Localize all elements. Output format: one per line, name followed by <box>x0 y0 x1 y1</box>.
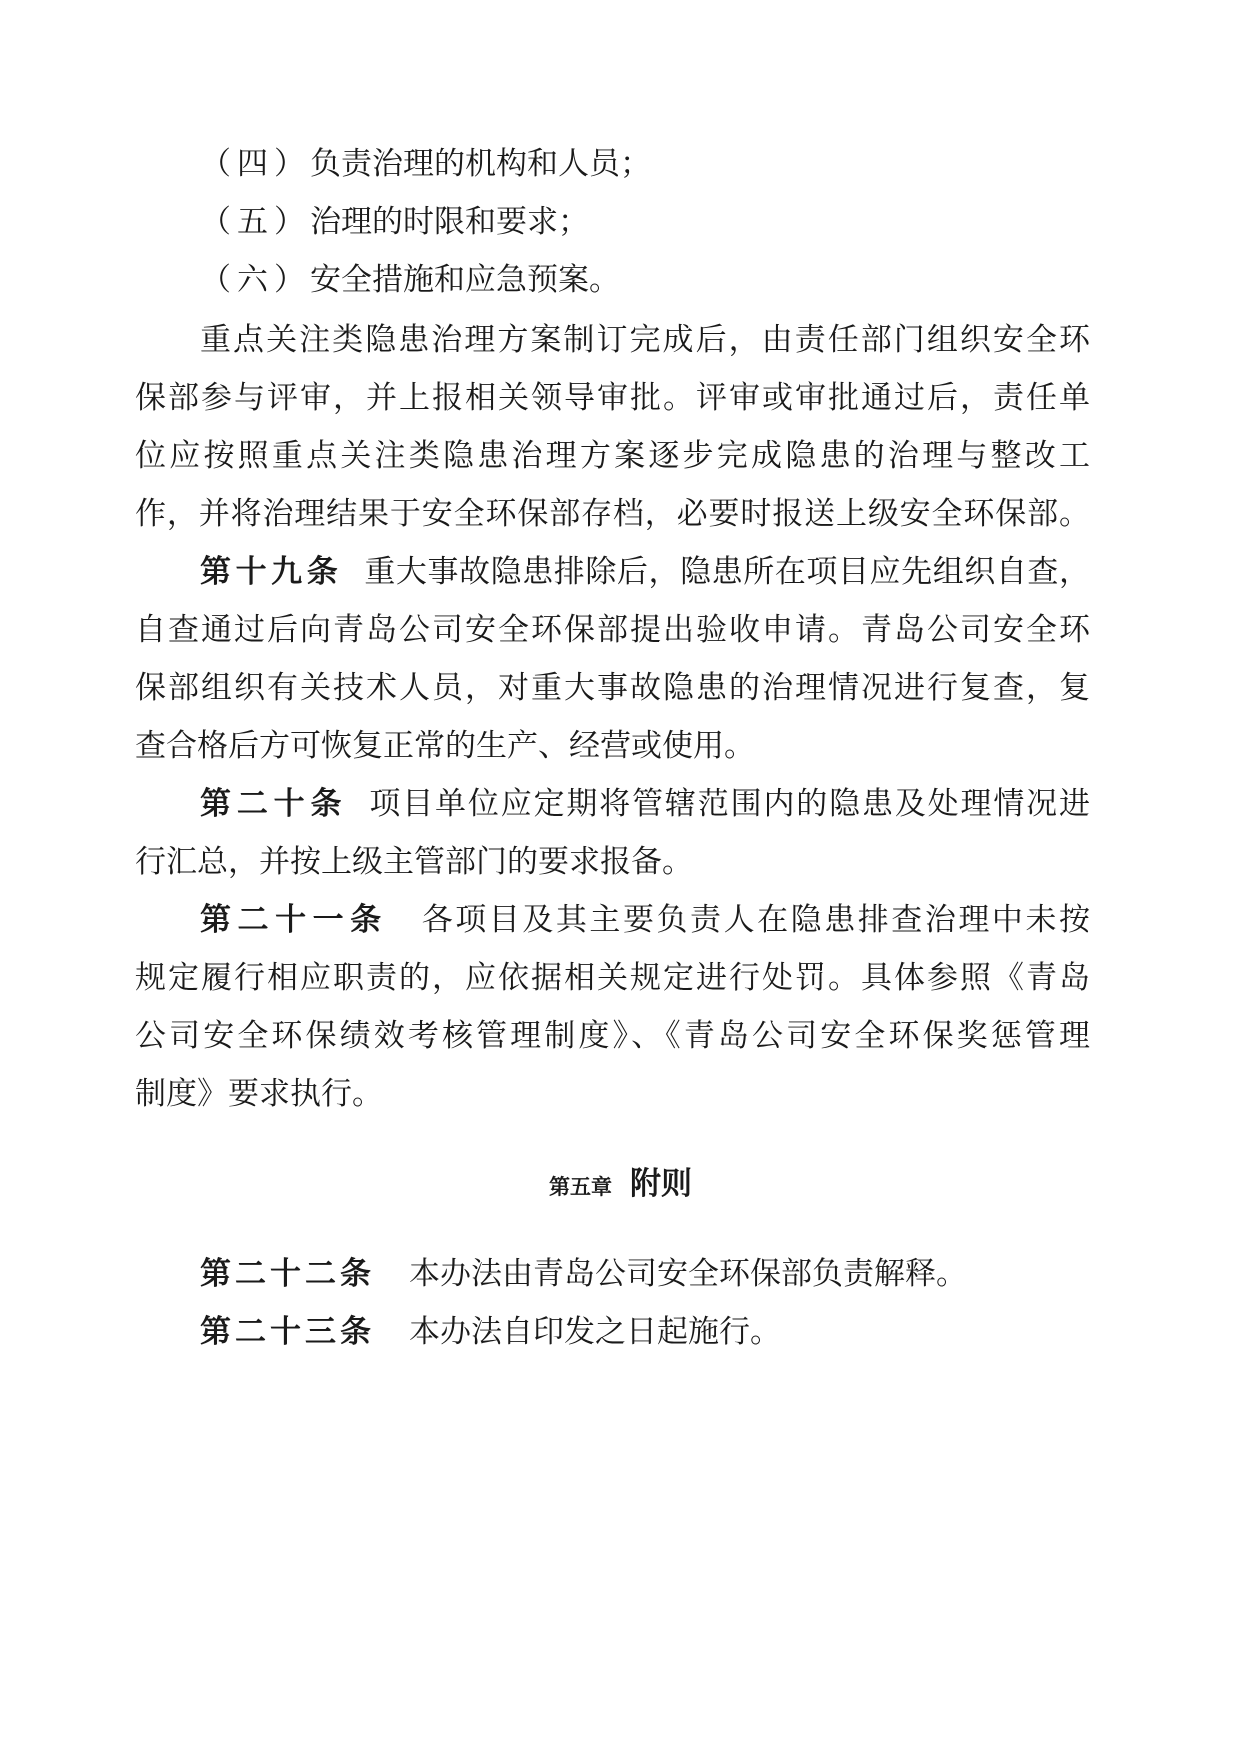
list-marker: （五） <box>200 204 311 240</box>
article-23-text: 本办法自印发之日起施行。 <box>409 1314 781 1350</box>
article-19-line: 自查通过后向青岛公司安全环保部提出验收申请。青岛公司安全环 <box>135 612 1090 648</box>
article-20-heading: 第二十条 <box>200 786 348 822</box>
review-paragraph-line-4: 作，并将治理结果于安全环保部存档，必要时报送上级安全环保部。 <box>135 496 1090 532</box>
review-paragraph-line-2: 保部参与评审，并上报相关领导审批。评审或审批通过后，责任单 <box>135 380 1090 416</box>
article-21-line: 公司安全环保绩效考核管理制度》、《青岛公司安全环保奖惩管理 <box>135 1018 1090 1054</box>
list-marker: （六） <box>200 262 311 298</box>
article-19-text: 重大事故隐患排除后，隐患所在项目应先组织自查， <box>364 554 1091 590</box>
list-text: 治理的时限和要求； <box>310 204 589 240</box>
chapter-title: 附则 <box>630 1166 692 1202</box>
chapter-number: 第五章 <box>549 1175 612 1199</box>
review-paragraph-line-1: 重点关注类隐患治理方案制订完成后，由责任部门组织安全环 <box>200 322 1090 358</box>
list-marker: （四） <box>200 146 311 182</box>
article-23-line <box>200 1310 781 1354</box>
article-22-line <box>200 1252 967 1296</box>
list-text: 安全措施和应急预案。 <box>310 262 620 298</box>
article-21-line: 制度》要求执行。 <box>135 1076 383 1112</box>
list-item-5 <box>200 200 589 244</box>
article-19-heading: 第十九条 <box>200 554 343 590</box>
article-21-line: 规定履行相应职责的，应依据相关规定进行处罚。具体参照《青岛 <box>135 960 1090 996</box>
article-19-line: 查合格后方可恢复正常的生产、经营或使用。 <box>135 728 755 764</box>
article-21-first-line <box>200 898 1090 942</box>
article-21-text: 各项目及其主要负责人在隐患排查治理中未按 <box>421 902 1091 938</box>
review-paragraph-line-3: 位应按照重点关注类隐患治理方案逐步完成隐患的治理与整改工 <box>135 438 1090 474</box>
article-19-line: 保部组织有关技术人员，对重大事故隐患的治理情况进行复查，复 <box>135 670 1090 706</box>
article-19-first-line <box>200 550 1090 594</box>
article-20-first-line <box>200 782 1090 826</box>
list-text: 负责治理的机构和人员； <box>310 146 651 182</box>
article-20-text: 项目单位应定期将管辖范围内的隐患及处理情况进 <box>369 786 1091 822</box>
article-20-line: 行汇总，并按上级主管部门的要求报备。 <box>135 844 693 880</box>
list-item-6 <box>200 258 620 302</box>
list-item-4 <box>200 142 651 186</box>
article-22-heading: 第二十二条 <box>200 1256 375 1292</box>
chapter-heading <box>0 1162 1241 1206</box>
article-23-heading: 第二十三条 <box>200 1314 375 1350</box>
article-22-text: 本办法由青岛公司安全环保部负责解释。 <box>409 1256 967 1292</box>
article-21-heading: 第二十一条 <box>200 902 388 938</box>
